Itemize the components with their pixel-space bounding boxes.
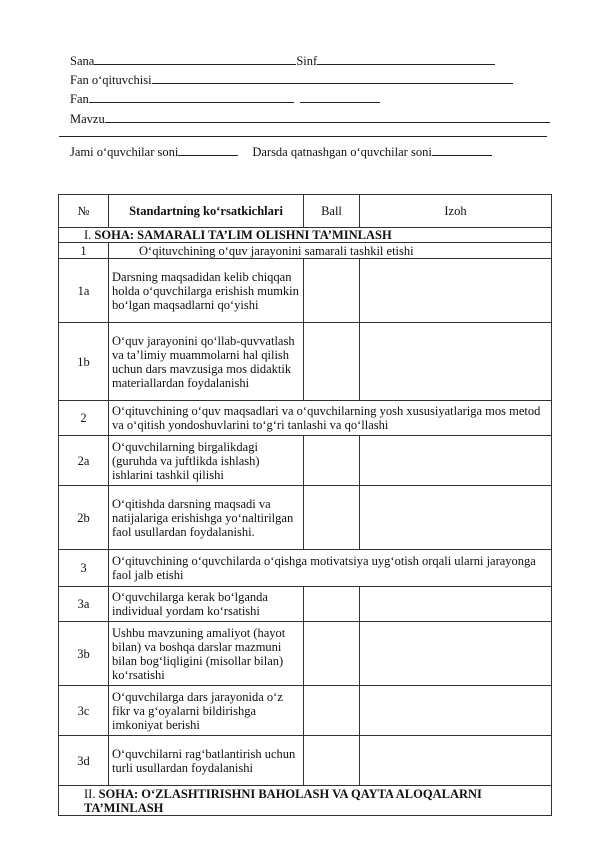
- table-row: [59, 486, 552, 550]
- row-number: 2a: [59, 436, 109, 486]
- row-criterion: O‘quvchilarga dars jarayonida o‘z fikr va g‘oyalarni bildirishga imkoniyat berishi: [109, 686, 304, 736]
- ball-cell[interactable]: [304, 622, 360, 686]
- row-number: 3a: [59, 587, 109, 622]
- table-row: [59, 736, 552, 786]
- row-number: 2b: [59, 486, 109, 550]
- izoh-cell[interactable]: [360, 587, 552, 622]
- group-text: O‘qituvchining o‘quvchilarda o‘qishga motivatsiya uyg‘otish orqali ularni jarayonga faol jalb etishi: [109, 550, 552, 587]
- table-row: [59, 259, 552, 323]
- table-row: [59, 436, 552, 486]
- group-number: 3: [59, 550, 109, 587]
- sana-line: [70, 53, 495, 68]
- section-1-numeral: I.: [84, 228, 92, 242]
- total-students-label: Jami o‘quvchilar soni: [70, 145, 179, 159]
- table-row: [59, 587, 552, 622]
- group-row: [59, 243, 552, 259]
- teacher-field[interactable]: [152, 72, 513, 84]
- section-1-title: [59, 228, 552, 243]
- sana-label: Sana: [70, 54, 95, 68]
- group-row: [59, 550, 552, 587]
- row-number: 1b: [59, 323, 109, 401]
- izoh-cell[interactable]: [360, 323, 552, 401]
- fan-label: Fan: [70, 92, 89, 106]
- group-text: O‘qituvchining o‘quv maqsadlari va o‘quvchilarning yosh xususiyatlariga mos metod va o‘qitish yondoshuvlarini to‘g‘ri tanlashi va qo‘llashi: [109, 401, 552, 436]
- sinf-field[interactable]: [317, 53, 495, 65]
- sana-field[interactable]: [94, 53, 296, 65]
- row-criterion: O‘quvchilarning birgalikdagi (guruhda va juftlikda ishlash) ishlarini tashkil qilishi: [109, 436, 304, 486]
- table-header-row: [59, 195, 552, 228]
- group-number: 1: [59, 243, 109, 259]
- row-number: 3d: [59, 736, 109, 786]
- teacher-line: [70, 72, 513, 87]
- izoh-cell[interactable]: [360, 259, 552, 323]
- section-2-text: SOHA: O‘ZLASHTIRISHNI BAHOLASH VA QAYTA ALOQALARNI TA’MINLASH: [84, 786, 482, 815]
- ball-cell[interactable]: [304, 323, 360, 401]
- mavzu-line: [70, 111, 550, 126]
- table-row: [59, 622, 552, 686]
- row-number: 3c: [59, 686, 109, 736]
- group-number: 2: [59, 401, 109, 436]
- row-criterion: Ushbu mavzuning amaliyot (hayot bilan) va boshqa darslar mazmuni bilan bog‘liqligini (misollar bilan) ko‘rsatishi: [109, 622, 304, 686]
- ball-cell[interactable]: [304, 436, 360, 486]
- absent-students-field[interactable]: [432, 144, 492, 156]
- table-row: [59, 323, 552, 401]
- section-row: [59, 228, 552, 243]
- row-criterion: O‘quvchilarga kerak bo‘lganda individual yordam ko‘rsatishi: [109, 587, 304, 622]
- izoh-cell[interactable]: [360, 686, 552, 736]
- fan-field[interactable]: [89, 91, 294, 103]
- izoh-cell[interactable]: [360, 622, 552, 686]
- row-criterion: O‘quv jarayonini qo‘llab-quvvatlash va ta’limiy muammolarni hal qilish uchun dars mavzusiga mos didaktik materiallardan foydalanishi: [109, 323, 304, 401]
- col-number-header: №: [59, 195, 109, 228]
- row-number: 3b: [59, 622, 109, 686]
- row-criterion: Darsning maqsadidan kelib chiqqan holda o‘quvchilarga erishish mumkin bo‘lgan maqsadlarni qo‘yishi: [109, 259, 304, 323]
- mavzu-label: Mavzu: [70, 112, 105, 126]
- separator-line: [59, 136, 547, 137]
- students-line: [70, 144, 492, 159]
- ball-cell[interactable]: [304, 587, 360, 622]
- row-number: 1a: [59, 259, 109, 323]
- ball-cell[interactable]: [304, 686, 360, 736]
- fan-line: [70, 91, 380, 106]
- section-1-text: SOHA: SAMARALI TA’LIM OLISHNI TA’MINLASH: [94, 228, 392, 242]
- col-standard-header: Standartning ko‘rsatkichlari: [109, 195, 304, 228]
- table-row: [59, 686, 552, 736]
- total-students-field[interactable]: [178, 144, 238, 156]
- group-text: O‘qituvchining o‘quv jarayonini samarali tashkil etishi: [109, 243, 552, 259]
- ball-cell[interactable]: [304, 736, 360, 786]
- ball-cell[interactable]: [304, 486, 360, 550]
- teacher-label: Fan o‘qituvchisi: [70, 73, 152, 87]
- section-2-numeral: II.: [84, 786, 96, 801]
- ball-cell[interactable]: [304, 259, 360, 323]
- evaluation-table: [58, 194, 552, 816]
- izoh-cell[interactable]: [360, 736, 552, 786]
- absent-students-label: Darsda qatnashgan o‘quvchilar soni: [252, 145, 432, 159]
- row-criterion: O‘qitishda darsning maqsadi va natijalariga erishishga yo‘naltirilgan faol usullardan foydalanishi.: [109, 486, 304, 550]
- sinf-label: Sinf: [296, 54, 318, 68]
- mavzu-field[interactable]: [105, 111, 550, 123]
- col-ball-header: Ball: [304, 195, 360, 228]
- izoh-cell[interactable]: [360, 436, 552, 486]
- section-2-title: [59, 786, 552, 816]
- fan-extra-field[interactable]: [300, 91, 380, 103]
- row-criterion: O‘quvchilarni rag‘batlantirish uchun turli usullardan foydalanishi: [109, 736, 304, 786]
- col-izoh-header: Izoh: [360, 195, 552, 228]
- group-row: [59, 401, 552, 436]
- section-row: [59, 786, 552, 816]
- izoh-cell[interactable]: [360, 486, 552, 550]
